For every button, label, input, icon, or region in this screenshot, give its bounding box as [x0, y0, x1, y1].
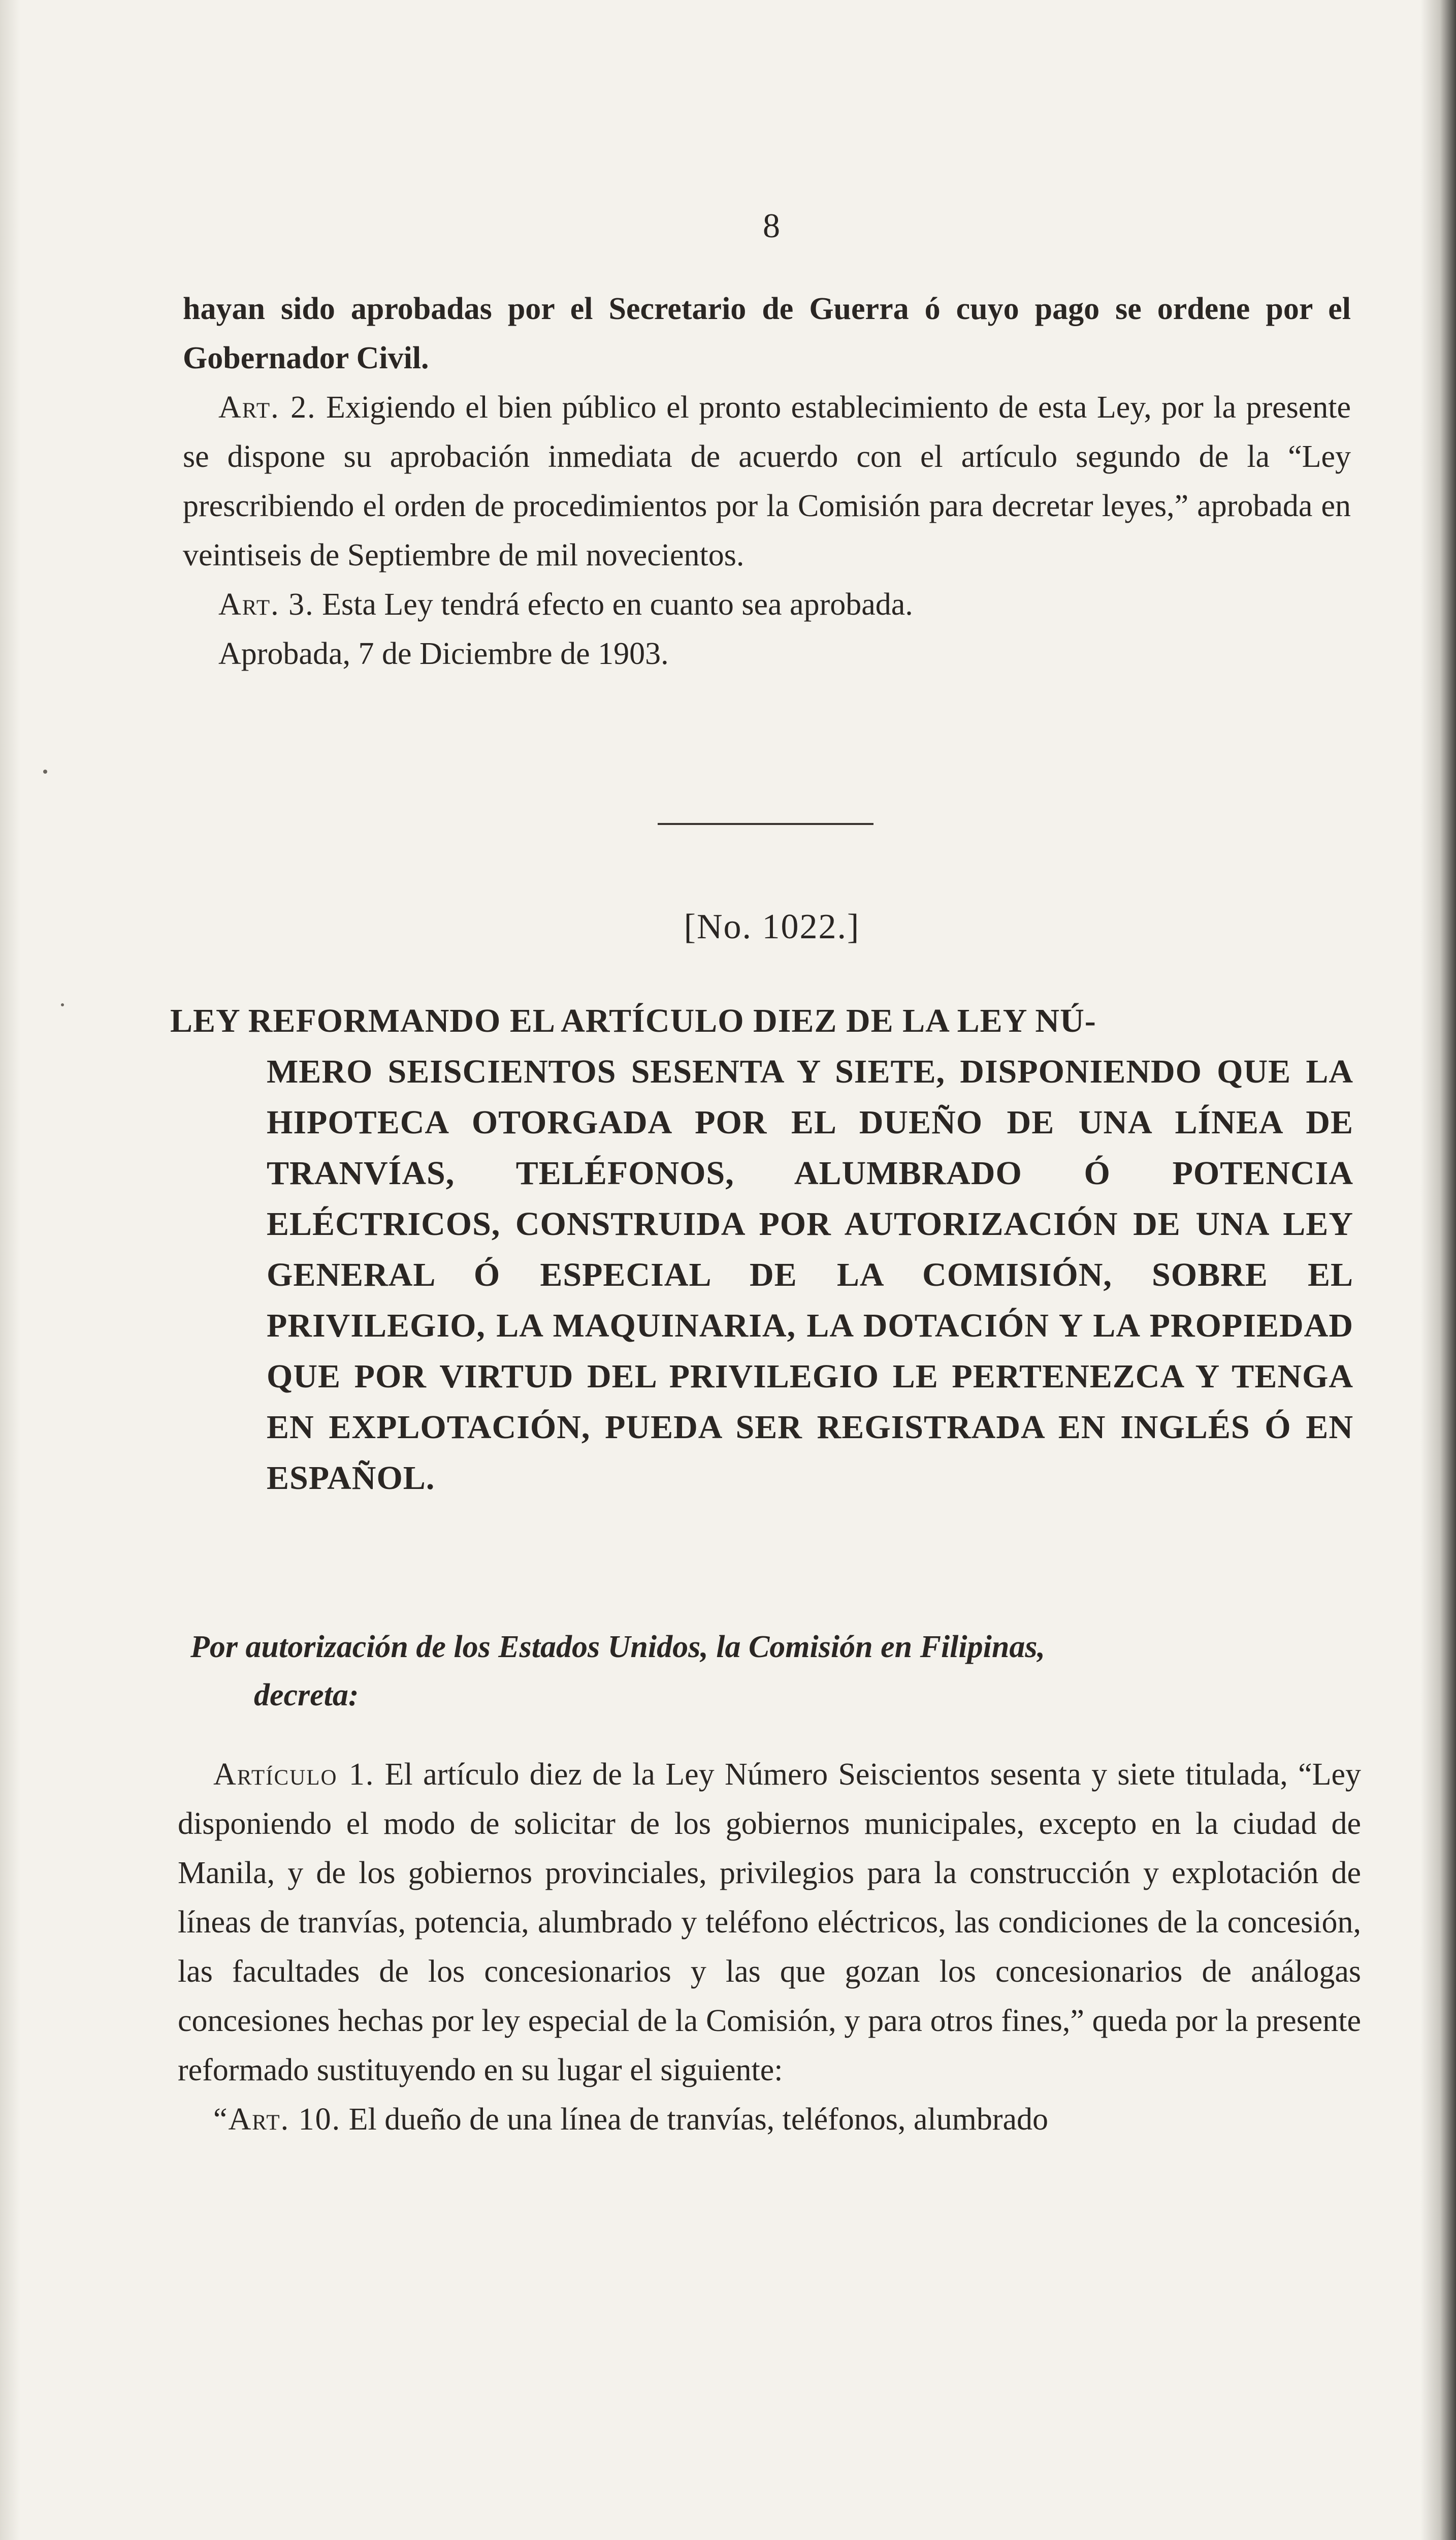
- approval-date: Aprobada, 7 de Diciembre de 1903.: [218, 637, 669, 671]
- article-10-text: El dueño de una línea de tranvías, teléfonos, alumbrado: [348, 2102, 1048, 2137]
- enacting-clause-line-2: decreta:: [254, 1678, 359, 1712]
- article-2-text: Exigiendo el bien público el pronto establecimiento de esta Ley, por la presente se dispone su aprobación inmediata de acuerdo con el artículo segundo de la “Ley prescribiendo el orden de procedimientos por la Comisión para decretar leyes,” aprobada en veintiseis de Septiembre de mil novecientos.: [183, 390, 1351, 573]
- top-text-block: [183, 284, 1351, 679]
- act-number: [No. 1022.]: [684, 907, 860, 946]
- act-title: [170, 996, 1353, 1504]
- article-1-block: [178, 1750, 1361, 2144]
- article-10-label: “Art. 10.: [213, 2102, 341, 2137]
- article-1-label: Artículo 1.: [213, 1757, 375, 1792]
- article-3-label: Art. 3.: [218, 587, 314, 622]
- act-title-first-line: LEY REFORMANDO EL ARTÍCULO DIEZ DE LA LEY NÚ-: [170, 1002, 1096, 1039]
- article-3-paragraph: [183, 580, 1351, 629]
- act-title-rest: MERO SEISCIENTOS SESENTA Y SIETE, DISPONIENDO QUE LA HIPOTECA OTORGADA POR EL DUEÑO DE UNA LÍNEA DE TRANVÍAS, TELÉFONOS, ALUMBRADO Ó POTENCIA ELÉCTRICOS, CONSTRUIDA POR AUTORIZACIÓN DE UNA LEY GENERAL Ó ESPECIAL DE LA COMISIÓN, SOBRE EL PRIVILEGIO, LA MAQUINARIA, LA DOTACIÓN Y LA PROPIEDAD QUE POR VIRTUD DEL PRIVILEGIO LE PERTENEZCA Y TENGA EN EXPLOTACIÓN, PUEDA SER REGISTRADA EN INGLÉS Ó EN ESPAÑOL.: [267, 1053, 1353, 1497]
- book-gutter-shadow: [1420, 0, 1456, 2540]
- article-2-label: Art. 2.: [218, 390, 316, 425]
- article-3-text: Esta Ley tendrá efecto en cuanto sea aprobada.: [322, 587, 913, 622]
- article-1-paragraph: [178, 1750, 1361, 2095]
- paper-speck: [61, 1003, 64, 1006]
- paper-speck: [43, 770, 47, 774]
- page-number: 8: [763, 206, 781, 245]
- page-edge-left: [0, 0, 20, 2540]
- article-1-text: El artículo diez de la Ley Número Seiscientos sesenta y siete titulada, “Ley disponiendo el modo de solicitar de los gobiernos municipales, excepto en la ciudad de Manila, y de los gobiernos provinciales, privilegios para la construcción y explotación de líneas de tranvías, potencia, alumbrado y teléfono eléctricos, las condiciones de la concesión, las facultades de los concesionarios y las que gozan los concesionarios de análogas concesiones hechas por ley especial de la Comisión, y para otros fines,” queda por la presente reformado sustituyendo en su lugar el siguiente:: [178, 1757, 1362, 2087]
- continuation-paragraph: hayan sido aprobadas por el Secretario de Guerra ó cuyo pago se ordene por el Gobernador Civil.: [183, 292, 1351, 375]
- article-10-paragraph: [178, 2095, 1361, 2144]
- article-2-paragraph: [183, 383, 1351, 580]
- enacting-clause-line-1: Por autorización de los Estados Unidos, la Comisión en Filipinas,: [190, 1630, 1045, 1664]
- enacting-clause: [190, 1623, 1358, 1720]
- section-divider: [658, 823, 873, 825]
